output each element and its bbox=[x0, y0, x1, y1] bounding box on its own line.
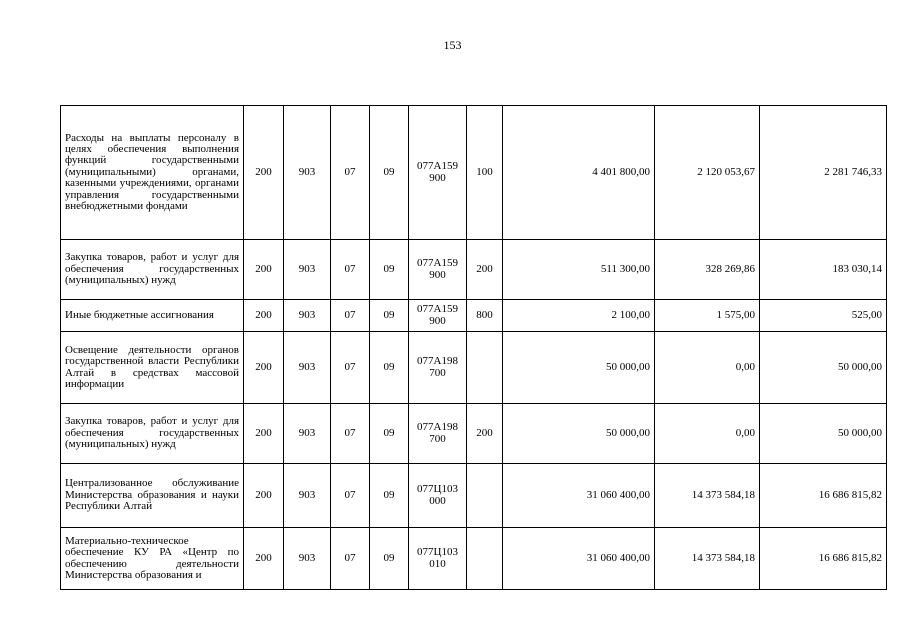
row-code-3: 07 bbox=[331, 300, 370, 332]
row-code-2: 903 bbox=[284, 528, 331, 590]
row-code-1: 200 bbox=[244, 332, 284, 404]
row-target-code: 077A159 900 bbox=[409, 300, 467, 332]
row-code-2: 903 bbox=[284, 240, 331, 300]
row-code-3: 07 bbox=[331, 404, 370, 464]
row-amount-executed: 1 575,00 bbox=[655, 300, 760, 332]
row-code-4: 09 bbox=[370, 528, 409, 590]
row-expense-type: 800 bbox=[467, 300, 503, 332]
table-row bbox=[61, 106, 887, 240]
table-row bbox=[61, 332, 887, 404]
row-amount-planned: 31 060 400,00 bbox=[503, 528, 655, 590]
row-expense-type: 100 bbox=[467, 106, 503, 240]
row-code-1: 200 bbox=[244, 106, 284, 240]
row-code-3: 07 bbox=[331, 332, 370, 404]
row-amount-remaining: 16 686 815,82 bbox=[760, 464, 887, 528]
row-name: Материально-техническое обеспечение КУ РА «Центр по обеспечению деятельности Министерства образования и bbox=[61, 528, 244, 590]
row-code-1: 200 bbox=[244, 528, 284, 590]
table-row bbox=[61, 528, 887, 590]
row-expense-type: 200 bbox=[467, 404, 503, 464]
row-code-2: 903 bbox=[284, 332, 331, 404]
row-amount-executed: 14 373 584,18 bbox=[655, 464, 760, 528]
row-name: Закупка товаров, работ и услуг для обеспечения государственных (муниципальных) нужд bbox=[61, 404, 244, 464]
row-expense-type: 200 bbox=[467, 240, 503, 300]
row-code-1: 200 bbox=[244, 404, 284, 464]
budget-table bbox=[60, 105, 887, 590]
page-number: 153 bbox=[443, 38, 462, 52]
row-code-1: 200 bbox=[244, 464, 284, 528]
table-row bbox=[61, 300, 887, 332]
row-expense-type bbox=[467, 464, 503, 528]
row-amount-planned: 50 000,00 bbox=[503, 332, 655, 404]
row-code-4: 09 bbox=[370, 106, 409, 240]
row-code-1: 200 bbox=[244, 300, 284, 332]
row-amount-planned: 511 300,00 bbox=[503, 240, 655, 300]
row-target-code: 077Ц103 010 bbox=[409, 528, 467, 590]
row-amount-executed: 0,00 bbox=[655, 404, 760, 464]
row-target-code: 077A159 900 bbox=[409, 106, 467, 240]
row-amount-remaining: 183 030,14 bbox=[760, 240, 887, 300]
row-code-2: 903 bbox=[284, 106, 331, 240]
row-code-2: 903 bbox=[284, 300, 331, 332]
row-amount-remaining: 16 686 815,82 bbox=[760, 528, 887, 590]
row-amount-remaining: 50 000,00 bbox=[760, 332, 887, 404]
row-name: Освещение деятельности органов государственной власти Республики Алтай в средствах массовой информации bbox=[61, 332, 244, 404]
table-row bbox=[61, 240, 887, 300]
table-body bbox=[61, 106, 887, 590]
row-amount-executed: 2 120 053,67 bbox=[655, 106, 760, 240]
row-code-3: 07 bbox=[331, 106, 370, 240]
row-name: Иные бюджетные ассигнования bbox=[61, 300, 244, 332]
row-amount-executed: 0,00 bbox=[655, 332, 760, 404]
row-code-4: 09 bbox=[370, 464, 409, 528]
row-name: Централизованное обслуживание Министерства образования и науки Республики Алтай bbox=[61, 464, 244, 528]
row-code-1: 200 bbox=[244, 240, 284, 300]
row-target-code: 077A198 700 bbox=[409, 332, 467, 404]
table-row bbox=[61, 464, 887, 528]
row-amount-planned: 2 100,00 bbox=[503, 300, 655, 332]
row-amount-remaining: 2 281 746,33 bbox=[760, 106, 887, 240]
row-code-4: 09 bbox=[370, 240, 409, 300]
row-code-3: 07 bbox=[331, 240, 370, 300]
row-target-code: 077A159 900 bbox=[409, 240, 467, 300]
row-amount-planned: 50 000,00 bbox=[503, 404, 655, 464]
row-expense-type bbox=[467, 332, 503, 404]
row-code-4: 09 bbox=[370, 332, 409, 404]
row-amount-planned: 4 401 800,00 bbox=[503, 106, 655, 240]
row-code-4: 09 bbox=[370, 300, 409, 332]
row-amount-planned: 31 060 400,00 bbox=[503, 464, 655, 528]
table-row bbox=[61, 404, 887, 464]
row-target-code: 077Ц103 000 bbox=[409, 464, 467, 528]
row-code-2: 903 bbox=[284, 404, 331, 464]
row-target-code: 077A198 700 bbox=[409, 404, 467, 464]
row-amount-remaining: 525,00 bbox=[760, 300, 887, 332]
row-name: Расходы на выплаты персоналу в целях обеспечения выполнения функций государственными (муниципальными) органами, казенными учреждениями, органами управления государственными внебюджетными фондами bbox=[61, 106, 244, 240]
row-amount-executed: 328 269,86 bbox=[655, 240, 760, 300]
row-name: Закупка товаров, работ и услуг для обеспечения государственных (муниципальных) нужд bbox=[61, 240, 244, 300]
row-amount-remaining: 50 000,00 bbox=[760, 404, 887, 464]
row-code-4: 09 bbox=[370, 404, 409, 464]
row-code-2: 903 bbox=[284, 464, 331, 528]
row-code-3: 07 bbox=[331, 464, 370, 528]
row-expense-type bbox=[467, 528, 503, 590]
row-code-3: 07 bbox=[331, 528, 370, 590]
row-amount-executed: 14 373 584,18 bbox=[655, 528, 760, 590]
